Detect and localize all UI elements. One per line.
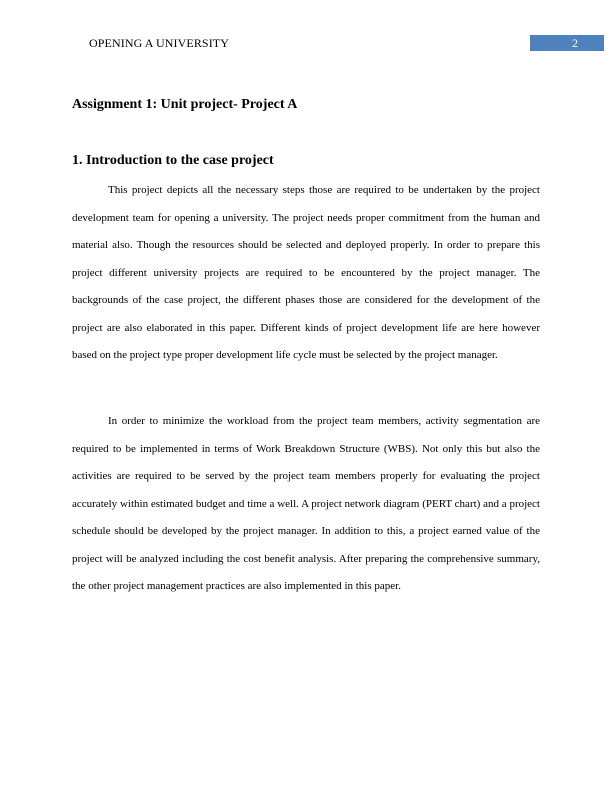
section-heading: 1. Introduction to the case project: [72, 153, 274, 168]
running-header-title: OPENING A UNIVERSITY: [89, 36, 229, 50]
assignment-title: Assignment 1: Unit project- Project A: [72, 97, 298, 112]
body-paragraph-2: In order to minimize the workload from the project team members, activity segmentation are required to be implemented in terms of Work Breakdown Structure (WBS). Not only this but also the activities are required to be served by the project team members properly for evaluating the project accurately within estimated budget and time a well. A project network diagram (PERT chart) and a project schedule should be developed by the project manager. In addition to this, a project earned value of the project will be analyzed including the cost benefit analysis. After preparing the comprehensive summary, the other project management practices are also implemented in this paper.: [72, 415, 540, 592]
page-number-badge: 2: [530, 35, 604, 51]
body-paragraph-1: This project depicts all the necessary steps those are required to be undertaken by the project development team for opening a university. The project needs proper commitment from the human and material also. Though the resources should be selected and deployed properly. In order to prepare this project different university projects are required to be encountered by the project manager. The backgrounds of the case project, the different phases those are considered for the development of the project are also elaborated in this paper. Different kinds of project development life are here however based on the project type proper development life cycle must be selected by the project manager.: [72, 184, 540, 361]
